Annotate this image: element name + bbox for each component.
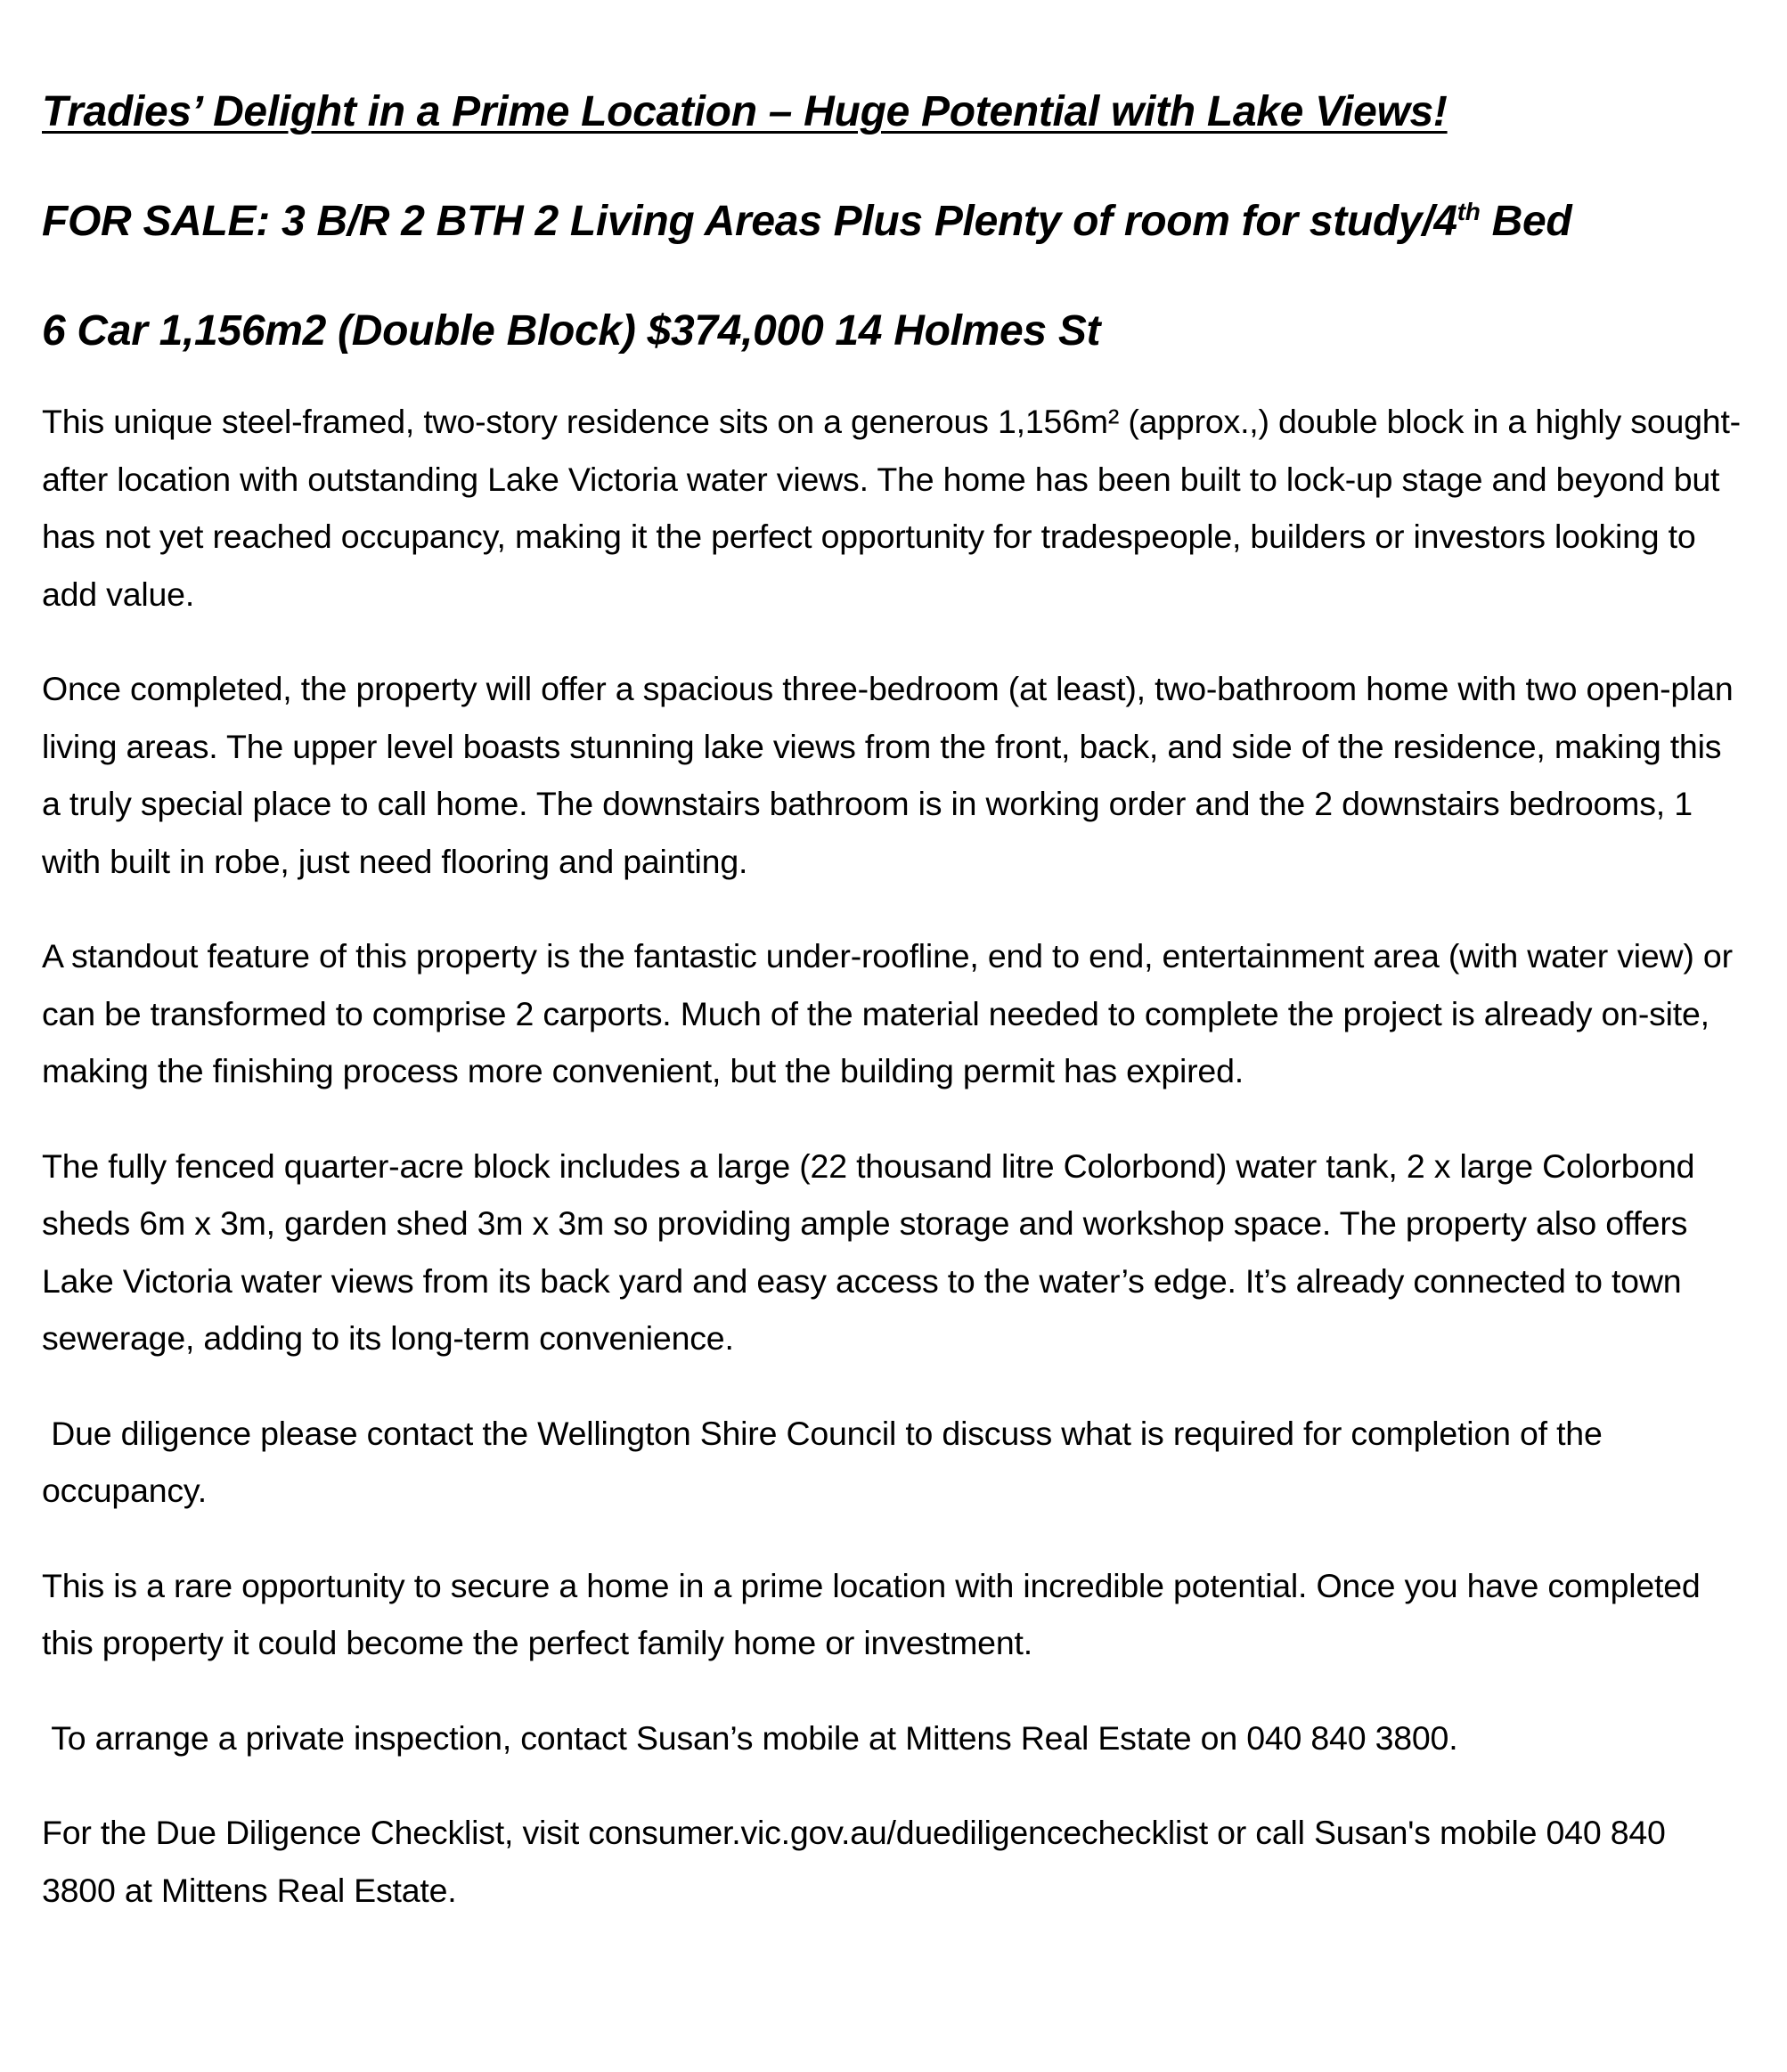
sale-summary-main: FOR SALE: 3 B/R 2 BTH 2 Living Areas Plus Plenty of room for study/4	[42, 198, 1457, 245]
paragraph-opportunity: This is a rare opportunity to secure a home in a prime location with incredible potential. Once you have completed this property it could become the perfect family home or investment.	[42, 1566, 1701, 1661]
sale-summary-heading	[42, 194, 1743, 249]
paragraph-due-diligence: Due diligence please contact the Wellington Shire Council to discuss what is required for completion of the occupancy.	[42, 1414, 1612, 1509]
sale-summary-end: Bed	[1480, 198, 1572, 245]
paragraph-description: This unique steel-framed, two-story residence sits on a generous 1,156m² (approx.,) double block in a highly sought-after location with outstanding Lake Victoria water views. The home has been built to lock-up stage and beyond but has not yet reached occupancy, making it the perfect opportunity for tradespeople, builders or investors looking to add value.	[42, 403, 1741, 613]
paragraph-inspection-contact: To arrange a private inspection, contact Susan’s mobile at Mittens Real Estate on 040 840 3800.	[42, 1718, 1458, 1757]
ordinal-superscript: th	[1457, 198, 1481, 225]
paragraph-checklist: For the Due Diligence Checklist, visit consumer.vic.gov.au/duediligencechecklist or call Susan's mobile 040 840 3800 at Mittens Real Estate.	[42, 1814, 1666, 1909]
paragraph-block-features: The fully fenced quarter-acre block includes a large (22 thousand litre Colorbond) water tank, 2 x large Colorbond sheds 6m x 3m, garden shed 3m x 3m so providing ample storage and workshop space. The property also offers Lake Victoria water views from its back yard and easy access to the water’s edge. It’s already connected to town sewerage, adding to its long-term convenience.	[42, 1146, 1695, 1357]
listing-title: Tradies’ Delight in a Prime Location – Huge Potential with Lake Views!	[42, 88, 1448, 135]
price-address-heading: 6 Car 1,156m2 (Double Block) $374,000 14 Holmes St	[42, 307, 1101, 355]
paragraph-entertainment: A standout feature of this property is the fantastic under-roofline, end to end, entertainment area (with water view) or can be transformed to comprise 2 carports. Much of the material needed to complete the project is already on-site, making the finishing process more convenient, but the building permit has expired.	[42, 937, 1733, 1089]
paragraph-completion: Once completed, the property will offer a spacious three-bedroom (at least), two-bathroom home with two open-plan living areas. The upper level boasts stunning lake views from the front, back, and side of the residence, making this a truly special place to call home. The downstairs bathroom is in working order and the 2 downstairs bedrooms, 1 with built in robe, just need flooring and painting.	[42, 670, 1734, 880]
listing-document	[42, 85, 1743, 1919]
